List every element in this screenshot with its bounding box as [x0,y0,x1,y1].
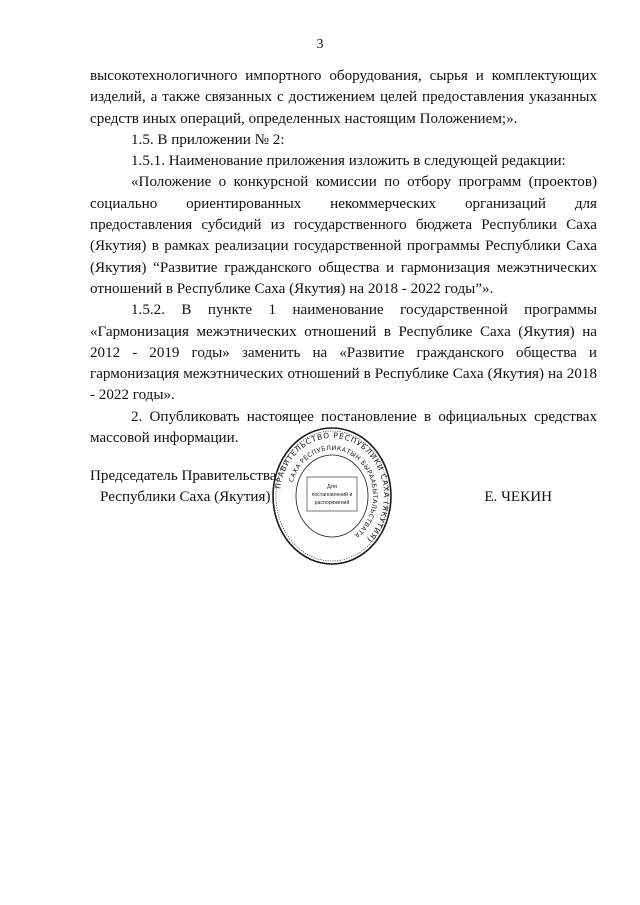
seal-inner-line-2: постановлений и [311,492,353,498]
official-seal [271,425,393,567]
document-body [90,66,597,449]
page-number: 3 [316,37,324,52]
paragraph-clause-1-5-1: 1.5.1. Наименование приложения изложить в следующей редакции: [131,153,566,170]
seal-inner-line-1: Для [326,484,338,490]
signatory-name: Е. ЧЕКИН [484,489,552,505]
seal-outer-text-path: ПРАВИТЕЛЬСТВО РЕСПУБЛИКИ САХА (ЯКУТИЯ) [273,430,392,545]
seal-graphic [271,425,393,567]
paragraph-continuation: высокотехнологичного импортного оборудования, сырья и комплектующих изделий, а также связанных с достижением целей предоставления указанных средств иных операций, определенных настоящим Положением;». [90,68,597,127]
paragraph-quoted-title: «Положение о конкурсной комиссии по отбору программ (проектов) социально ориентированных некоммерческих организаций для предоставления субсидий из государственного бюджета Республики Саха (Якутия) в рамках реализации государственной программы Республики Саха (Якутия) “Развитие гражданского общества и гармонизация межэтнических отношений в Республике Саха (Якутия) на 2018 - 2022 годы”». [90,174,597,297]
signatory-title-line-2: Республики Саха (Якутия) [100,489,271,505]
seal-middle-text-path: САХА РЕСПУБЛИКАТЫН БЫРААБЫТАЛЬСТВАТА [287,444,379,539]
paragraph-clause-1-5: 1.5. В приложении № 2: [131,131,285,148]
paragraph-clause-1-5-2: 1.5.2. В пункте 1 наименование государственной программы «Гармонизация межэтнических отношений в Республике Саха (Якутия) на 2012 - 2019 годы» заменить на «Развитие гражданского общества и гармонизация межэтнических отношений в Республике Саха (Якутия) на 2018 - 2022 годы». [90,302,597,404]
seal-inner-line-3: распоряжений [314,500,350,506]
signatory-title-line-1: Председатель Правительства [90,468,277,484]
paragraph-clause-2: 2. Опубликовать настоящее постановление в официальных средствах массовой информации. [90,408,597,447]
